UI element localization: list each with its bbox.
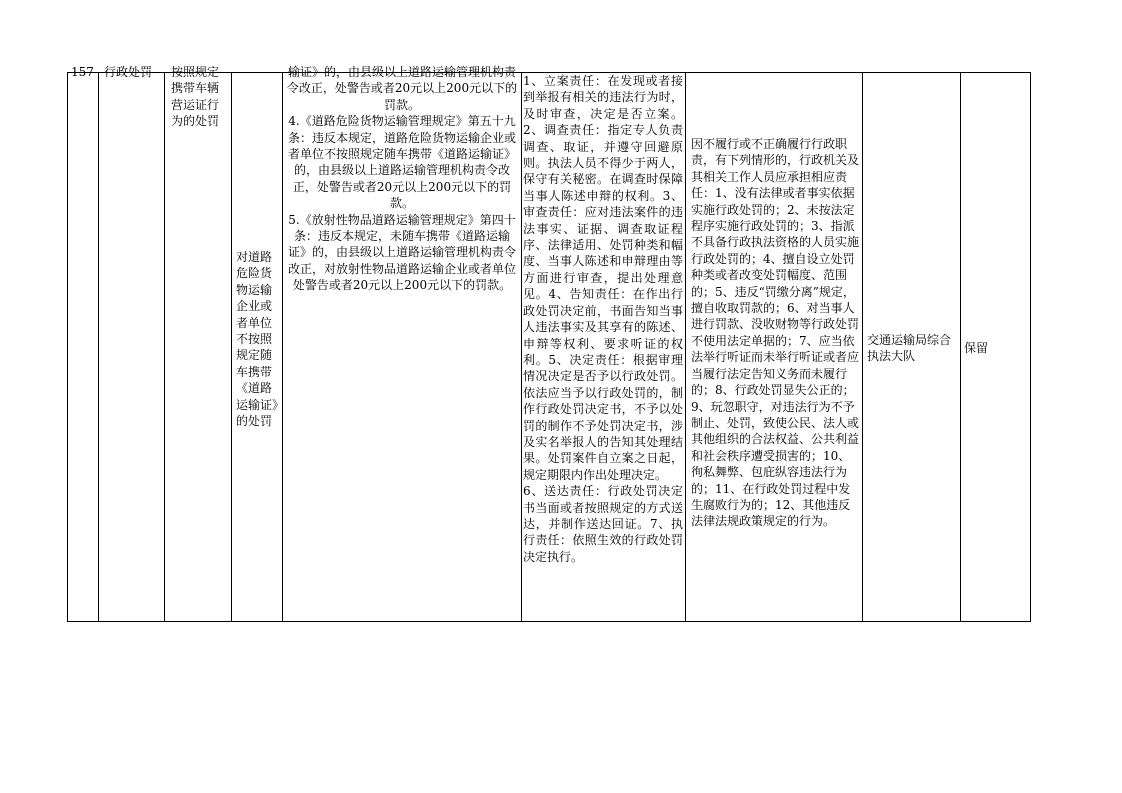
row-number: 157	[71, 65, 94, 79]
cell-department	[863, 73, 961, 622]
item-name: 按照规定携带车辆营运证行为的处罚	[171, 65, 220, 129]
responsibility-paragraph: 1、立案责任：在发现或者接到举报有相关的违法行为时，及时审查，决定是否立案。2、调查责任：指定专人负责调查、取证，并遵守回避原则。执法人员不得少于两人，保守有关秘密。在调查时保障当事人陈述申辩的权利。3、审查责任：应对违法案件的违法事实、证据、调查取证程序、法律适用、处罚种类和幅度、当事人陈述和申辩理由等方面进行审查，提出处理意见。4、告知责任：在作出行政处罚决定前，书面告知当事人违法事实及其享有的陈述、申辩等权利、要求听证的权利。5、决定责任：根据审理情况决定是否予以行政处罚。依法应当予以行政处罚的，制作行政处罚决定书，不予以处罚的制作不予处罚决定书，涉及实名举报人的告知其处理结果。处罚案件自立案之日起，规定期限内作出处理决定。	[523, 74, 683, 482]
accountability-text: 因不履行或不正确履行行政职责，有下列情形的，行政机关及其相关工作人员应承担相应责任：1、没有法律或者事实依据实施行政处罚的；2、未按法定程序实施行政处罚的；3、指派不具备行政执法资格的人员实施行政处罚的；4、擅自设立处罚种类或者改变处罚幅度、范围的；5、违反“罚缴分离”规定，擅自收取罚款的；6、对当事人进行罚款、没收财物等行政处罚不使用法定单据的；7、应当依法举行听证而未举行听证或者应当履行法定告知义务而未履行的；8、行政处罚显失公正的；9、玩忽职守，对违法行为不予制止、处罚，致使公民、法人或其他组织的合法权益、公共利益和社会秩序遭受损害的；10、徇私舞弊、包庇纵容违法行为的；11、在行政处罚过程中发生腐败行为的；12、其他违反法律法规政策规定的行为。	[691, 137, 860, 529]
table-row	[68, 73, 1031, 622]
cell-responsibility	[522, 73, 686, 622]
basis-paragraph: 5.《放射性物品道路运输管理规定》第四十条：违反本规定，未随车携带《道路运输证》的，由县级以上道路运输管理机构责令改正，对放射性物品道路运输企业或者单位处警告或者20元以上200元以下的罚款。	[287, 212, 516, 293]
responsibility-text	[522, 73, 685, 565]
department-name: 交通运输局综合执法大队	[867, 333, 952, 364]
cell-item-name	[165, 65, 232, 622]
cell-note	[961, 73, 1031, 622]
basis-paragraph: 输证》的，由县级以上道路运输管理机构责令改正，处警告或者20元以上200元以下的罚款。	[286, 65, 518, 112]
cell-accountability	[686, 73, 863, 622]
cell-category	[99, 65, 165, 622]
cell-legal-basis	[283, 65, 522, 622]
power-category: 行政处罚	[104, 65, 153, 79]
legal-basis	[283, 64, 521, 294]
responsibility-paragraph: 6、送达责任：行政处罚决定书当面或者按照规定的方式送达，并制作送达回证。7、执行责任：依照生效的行政处罚决定执行。	[523, 484, 683, 564]
note-text: 保留	[964, 341, 989, 355]
sub-item-name: 对道路危险货物运输企业或者单位不按照规定随车携带《道路运输证》的处罚	[236, 250, 279, 429]
power-list-table	[67, 65, 1031, 622]
basis-paragraph: 4.《道路危险货物运输管理规定》第五十九条：违反本规定，道路危险货物运输企业或者单位不按照规定随车携带《道路运输证》的，由县级以上道路运输管理机构责令改正，处警告或者20元以上200元以下的罚款。	[287, 114, 516, 211]
cell-sub-item	[232, 73, 283, 622]
cell-number	[68, 65, 99, 622]
